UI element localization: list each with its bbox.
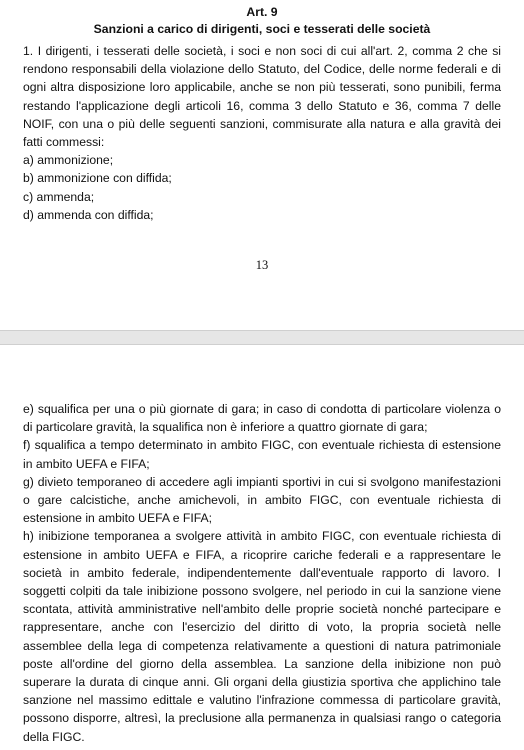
list-item: e) squalifica per una o più giornate di gara; in caso di condotta di particolare violenza o di particolare gravità, la squalifica non è inferiore a quattro giornate di gara;	[23, 402, 501, 435]
article-body-page-1	[23, 42, 501, 224]
article-number: Art. 9	[246, 5, 278, 19]
list-item: d) ammenda con diffida;	[23, 207, 154, 222]
sanctions-list-page-1	[23, 151, 501, 224]
paragraph-1: 1. I dirigenti, i tesserati delle società, i soci e non soci di cui all'art. 2, comma 2 che si rendono responsabili della violazione dello Statuto, del Codice, delle norme federali e di ogni altra disposizione loro applicabile, anche se non più tesserati, sono punibili, ferma restando l'applicazione degli articoli 16, comma 3 dello Statuto e 36, comma 7 delle NOIF, con una o più delle seguenti sanzioni, commisurate alla natura e alla gravità dei fatti commessi:	[23, 44, 501, 150]
list-item: c) ammenda;	[23, 189, 95, 204]
article-body-page-2	[23, 400, 501, 746]
list-item: h) inibizione temporanea a svolgere attività in ambito FIGC, con eventuale richiesta di estensione in ambito UEFA e FIFA, a ricoprire cariche federali e a rappresentare le società in ambito federale, indipendentemente dall'eventuale rapporto di lavoro. I soggetti colpiti da tale inibizione possono svolgere, nel periodo in cui la sanzione viene scontata, attività amministrative nell'ambito delle proprie società nonché partecipare e rappresentare, anche con l'esercizio del diritto di voto, la propria società nelle assemblee della lega di competenza relativamente a questioni di natura patrimoniale poste all'ordine del giorno della assemblea. La sanzione della inibizione non può superare la durata di cinque anni. Gli organi della giustizia sportiva che applichino tale sanzione nel massimo edittale e valutino l'infrazione commessa di particolare gravità, possono disporre, altresì, la preclusione alla permanenza in qualsiasi rango o categoria della FIGC.	[23, 529, 501, 744]
sanctions-list-page-2	[23, 400, 501, 746]
list-item: g) divieto temporaneo di accedere agli impianti sportivi in cui si svolgono manifestazioni o gare calcistiche, anche amichevoli, in ambito FIGC, con eventuale richiesta di estensione in ambito UEFA e FIFA;	[23, 474, 501, 526]
document-page-1	[0, 0, 524, 330]
list-item: a) ammonizione;	[23, 153, 114, 168]
page-number: 13	[255, 258, 269, 272]
document-page-2	[0, 345, 524, 750]
list-item: b) ammonizione con diffida;	[23, 171, 172, 186]
article-title: Sanzioni a carico di dirigenti, soci e tesserati delle società	[93, 22, 431, 36]
list-item: f) squalifica a tempo determinato in ambito FIGC, con eventuale richiesta di estensione in ambito UEFA e FIFA;	[23, 438, 501, 471]
page-separator	[0, 330, 524, 345]
